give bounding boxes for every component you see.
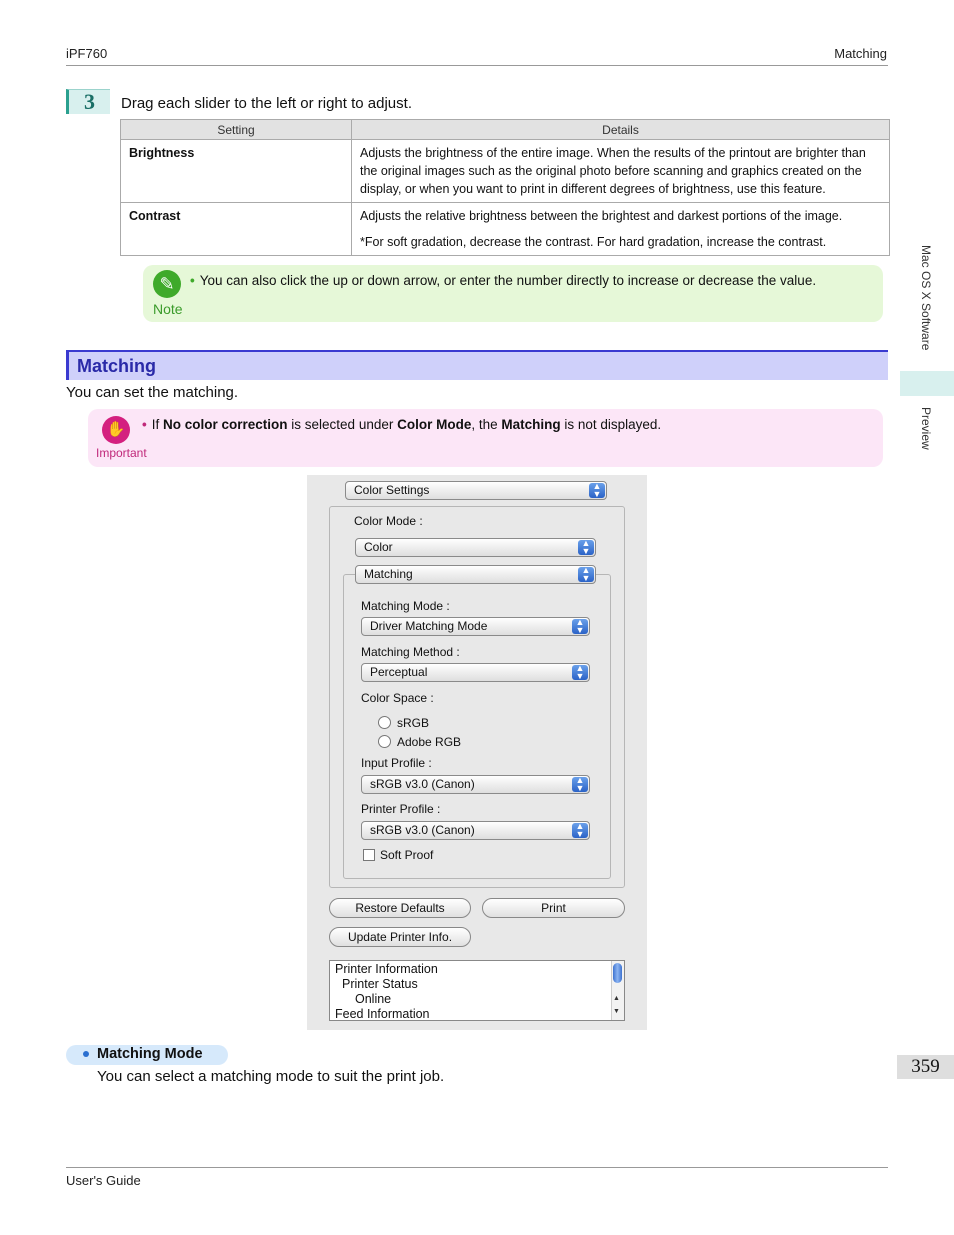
note-label: Note bbox=[153, 301, 183, 317]
update-printer-info-button[interactable]: Update Printer Info. bbox=[329, 927, 471, 947]
updown-arrow-icon: ▲ ▼ bbox=[578, 567, 594, 582]
footer-rule bbox=[66, 1167, 888, 1168]
restore-defaults-button[interactable]: Restore Defaults bbox=[329, 898, 471, 918]
scroll-thumb[interactable] bbox=[613, 963, 622, 983]
list-item: Printer Information bbox=[335, 962, 438, 976]
details-text: Adjusts the relative brightness between the brightest and darkest portions of the image. bbox=[360, 209, 843, 223]
section-heading-bar bbox=[66, 350, 888, 380]
input-profile-label: Input Profile : bbox=[361, 756, 432, 770]
details-brightness bbox=[352, 140, 890, 203]
side-tab-active bbox=[900, 371, 954, 396]
list-item: Printer Status bbox=[342, 977, 418, 991]
input-profile-popup[interactable]: sRGB v3.0 (Canon) ▲ ▼ bbox=[361, 775, 590, 794]
subsection-description: You can select a matching mode to suit the print job. bbox=[97, 1068, 445, 1085]
subsection-title: Matching Mode bbox=[97, 1046, 203, 1062]
matching-method-popup[interactable]: Perceptual ▲ ▼ bbox=[361, 663, 590, 682]
panel-popup[interactable]: Color Settings ▲ ▼ bbox=[345, 481, 607, 500]
table-header-setting: Setting bbox=[121, 120, 352, 140]
header-product: iPF760 bbox=[66, 46, 108, 61]
section-description: You can set the matching. bbox=[66, 384, 239, 401]
setting-contrast: Contrast bbox=[121, 203, 352, 256]
radio-srgb-label: sRGB bbox=[397, 716, 430, 730]
updown-arrow-icon: ▲ ▼ bbox=[578, 540, 594, 555]
details-contrast bbox=[352, 203, 890, 256]
note-text-body: You can also click the up or down arrow, or enter the number directly to increase or decrease the value. bbox=[199, 273, 817, 288]
radio-adobe-rgb[interactable] bbox=[378, 735, 391, 748]
printer-info-list[interactable] bbox=[329, 960, 625, 1021]
important-box bbox=[88, 409, 883, 467]
side-tab-label: Preview bbox=[919, 407, 933, 450]
updown-arrow-icon: ▲ ▼ bbox=[572, 823, 588, 838]
details-text: Adjusts the brightness of the entire image. When the results of the printout are brighter than the original images such as the original photo before scanning and graphics created on the display, or when you want to print in different degrees of brightness, use this feature. bbox=[360, 146, 866, 196]
note-box bbox=[143, 265, 883, 322]
printer-profile-label: Printer Profile : bbox=[361, 802, 441, 816]
matching-mode-popup[interactable]: Driver Matching Mode ▲ ▼ bbox=[361, 617, 590, 636]
section-title: Matching bbox=[77, 356, 156, 376]
color-mode-popup[interactable]: Color ▲ ▼ bbox=[355, 538, 596, 557]
list-item: Feed Information bbox=[335, 1007, 430, 1021]
header-section: Matching bbox=[834, 46, 887, 61]
soft-proof-label: Soft Proof bbox=[380, 848, 434, 862]
step-text: Drag each slider to the left or right to adjust. bbox=[121, 95, 412, 112]
updown-arrow-icon: ▲ ▼ bbox=[572, 777, 588, 792]
color-mode-label: Color Mode : bbox=[354, 514, 423, 528]
side-tab-label: Mac OS X Software bbox=[919, 245, 933, 351]
bullet-icon bbox=[83, 1051, 89, 1057]
important-label: Important bbox=[96, 446, 147, 460]
radio-srgb[interactable] bbox=[378, 716, 391, 729]
scroll-down-icon[interactable]: ▼ bbox=[613, 1008, 620, 1015]
print-button[interactable]: Print bbox=[482, 898, 625, 918]
setting-brightness: Brightness bbox=[121, 140, 352, 203]
table-row bbox=[121, 140, 890, 203]
settings-table bbox=[120, 119, 890, 256]
footer-text: User's Guide bbox=[66, 1173, 141, 1188]
table-header-details: Details bbox=[352, 120, 890, 140]
updown-arrow-icon: ▲ ▼ bbox=[572, 665, 588, 680]
step-number: 3 bbox=[66, 89, 110, 114]
soft-proof-checkbox[interactable] bbox=[363, 849, 375, 861]
printer-profile-popup[interactable]: sRGB v3.0 (Canon) ▲ ▼ bbox=[361, 821, 590, 840]
radio-adobe-rgb-label: Adobe RGB bbox=[397, 735, 462, 749]
page-number: 359 bbox=[897, 1055, 954, 1079]
header-rule bbox=[66, 65, 888, 66]
note-text bbox=[190, 273, 816, 288]
bullet-icon: • bbox=[142, 417, 147, 432]
subsection-pill bbox=[66, 1045, 228, 1065]
scroll-up-icon[interactable]: ▲ bbox=[613, 995, 620, 1002]
list-item: Online bbox=[355, 992, 392, 1006]
bullet-icon: • bbox=[190, 273, 195, 288]
details-text: *For soft gradation, decrease the contrast. For hard gradation, increase the contrast. bbox=[360, 235, 827, 249]
hand-stop-icon: ✋ bbox=[102, 416, 130, 444]
updown-arrow-icon: ▲ ▼ bbox=[572, 619, 588, 634]
color-settings-dialog bbox=[307, 475, 647, 1030]
updown-arrow-icon: ▲ ▼ bbox=[589, 483, 605, 498]
important-text: • If No color correction is selected under Color Mode, the Matching is not displayed. bbox=[142, 417, 662, 432]
table-row bbox=[121, 203, 890, 256]
pencil-icon: ✎ bbox=[153, 270, 181, 298]
list-scrollbar[interactable] bbox=[611, 961, 624, 1020]
matching-mode-label: Matching Mode : bbox=[361, 599, 450, 613]
color-space-label: Color Space : bbox=[361, 691, 434, 705]
matching-popup[interactable]: Matching ▲ ▼ bbox=[355, 565, 596, 584]
matching-method-label: Matching Method : bbox=[361, 645, 460, 659]
